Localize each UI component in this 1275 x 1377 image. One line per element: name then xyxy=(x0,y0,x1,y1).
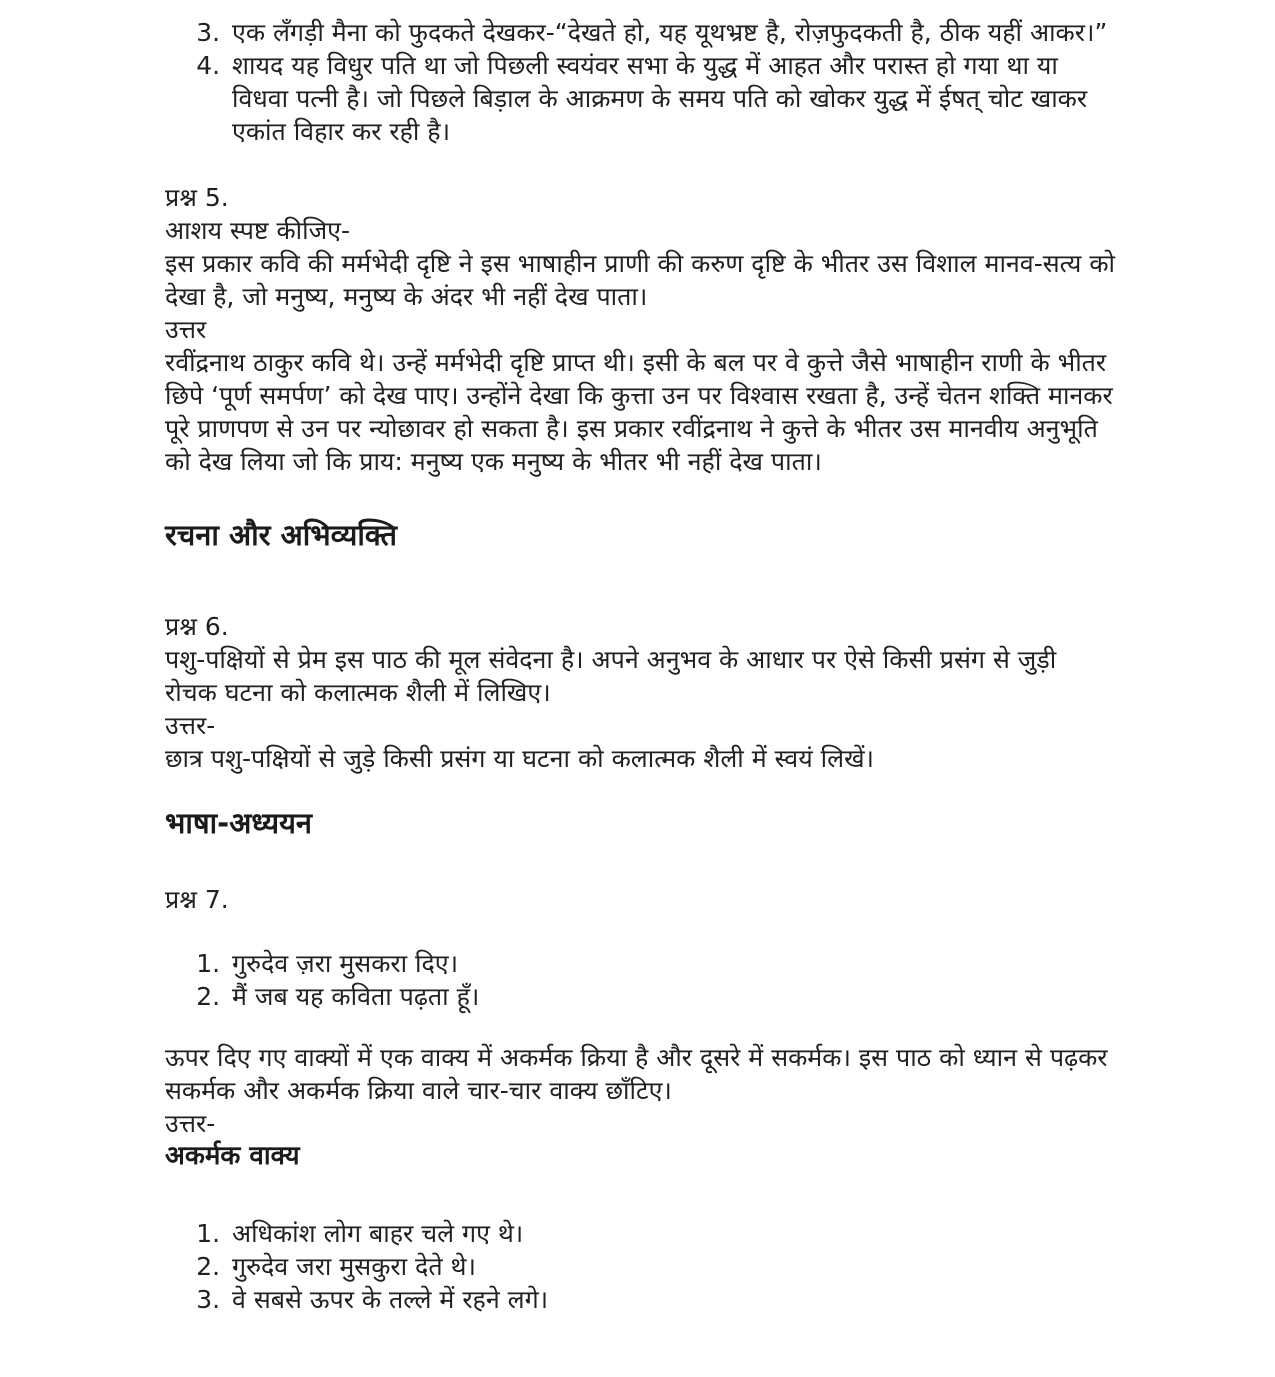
answer-heading-akarmak-vakya: अकर्मक वाक्य xyxy=(165,1141,300,1171)
list-item: 2. गुरुदेव जरा मुसकुरा देते थे। xyxy=(228,1250,1115,1283)
question-5-block xyxy=(165,181,1115,478)
answer-text: रवींद्रनाथ ठाकुर कवि थे। उन्हें मर्मभेदी दृष्टि प्राप्त थी। इसी के बल पर वे कुत्ते जैसे भाषाहीन राणी के भीतर छिपे ‘पूर्ण समर्पण’ को देख पाए। उन्होंने देखा कि कुत्ता उन पर विश्वास रखता है, उन्हें चेतन शक्ति मानकर पूरे प्राणपण से उन पर न्योछावर हो सकता है। इस प्रकार रवींद्रनाथ ने कुत्ते के भीतर उस मानवीय अनुभूति को देख लिया जो कि प्राय: मनुष्य एक मनुष्य के भीतर भी नहीं देख पाता। xyxy=(165,348,1113,476)
list-item: 3. वे सबसे ऊपर के तल्ले में रहने लगे। xyxy=(228,1283,1115,1316)
list-item: 1. अधिकांश लोग बाहर चले गए थे। xyxy=(228,1217,1115,1250)
akarmak-sentences-list xyxy=(165,1217,1115,1316)
question-label: प्रश्न 5. xyxy=(165,183,229,212)
answer-label: उत्तर xyxy=(165,315,207,344)
document-page xyxy=(165,0,1115,1316)
answer-label: उत्तर- xyxy=(165,711,216,740)
list-item: 3. एक लँगड़ी मैना को फुदकते देखकर-“देखते हो, यह यूथभ्रष्ट है, रोज़फुदकती है, ठीक यहीं आकर।” xyxy=(228,16,1115,49)
section-heading-bhasha-adhyayan: भाषा-अध्ययन xyxy=(165,806,313,840)
question-prompt: आशय स्पष्ट कीजिए- xyxy=(165,216,351,245)
list-item: 1. गुरुदेव ज़रा मुसकरा दिए। xyxy=(228,947,1115,980)
question-7-label-block xyxy=(165,883,1115,916)
list-item: 2. मैं जब यह कविता पढ़ता हूँ। xyxy=(228,980,1115,1013)
question-label: प्रश्न 6. xyxy=(165,612,229,641)
question-text: पशु-पक्षियों से प्रेम इस पाठ की मूल संवेदना है। अपने अनुभव के आधार पर ऐसे किसी प्रसंग से जुड़ी रोचक घटना को कलात्मक शैली में लिखिए। xyxy=(165,645,1057,707)
answer-label: उत्तर- xyxy=(165,1109,216,1138)
question-quote: इस प्रकार कवि की मर्मभेदी दृष्टि ने इस भाषाहीन प्राणी की करुण दृष्टि के भीतर उस विशाल मानव-सत्य को देखा है, जो मनुष्य, मनुष्य के अंदर भी नहीं देख पाता। xyxy=(165,249,1115,311)
list-item: 4. शायद यह विधुर पति था जो पिछली स्वयंवर सभा के युद्ध में आहत और परास्त हो गया था या विधवा पत्नी है। जो पिछले बिड़ाल के आक्रमण के समय पति को खोकर युद्ध में ईषत् चोट खाकर एकांत विहार कर रही है। xyxy=(228,49,1115,148)
example-sentences-list xyxy=(165,947,1115,1013)
maina-observations-list xyxy=(165,16,1115,148)
question-text: ऊपर दिए गए वाक्यों में एक वाक्य में अकर्मक क्रिया है और दूसरे में सकर्मक। इस पाठ को ध्यान से पढ़कर सकर्मक और अकर्मक क्रिया वाले चार-चार वाक्य छाँटिए। xyxy=(165,1043,1108,1105)
answer-text: छात्र पशु-पक्षियों से जुड़े किसी प्रसंग या घटना को कलात्मक शैली में स्वयं लिखें। xyxy=(165,744,875,773)
question-label: प्रश्न 7. xyxy=(165,885,229,914)
question-7-instruction-block xyxy=(165,1041,1115,1140)
section-heading-rachna-aur-abhivyakti: रचना और अभिव्यक्ति xyxy=(165,518,397,552)
question-6-block xyxy=(165,610,1115,775)
